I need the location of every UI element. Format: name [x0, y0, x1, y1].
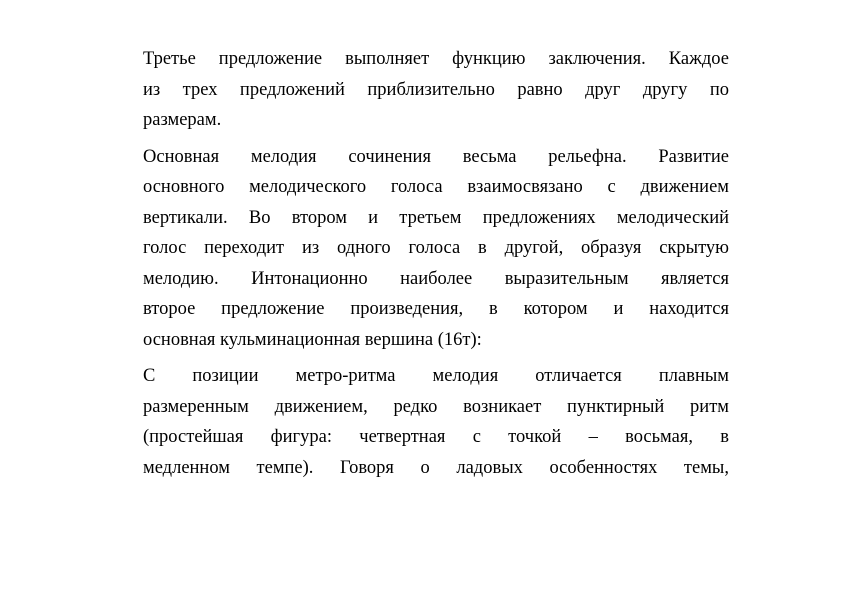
- text-line: медленном темпе). Говоря о ладовых особенностях темы,: [143, 457, 729, 478]
- text-line: Основная мелодия сочинения весьма рельефна. Развитие: [143, 146, 729, 167]
- text-line: из трех предложений приблизительно равно друг другу по: [143, 79, 729, 100]
- text-line: вертикали. Во втором и третьем предложениях мелодический: [143, 207, 729, 228]
- text-line: второе предложение произведения, в котором и находится: [143, 299, 729, 319]
- paragraph-3: [143, 361, 729, 483]
- text-line: (простейшая фигура: четвертная с точкой – восьмая, в: [143, 427, 729, 447]
- body-text: [143, 44, 729, 489]
- text-line: размеренным движением, редко возникает пунктирный ритм: [143, 396, 729, 417]
- text-line: С позиции метро-ритма мелодия отличается плавным: [143, 366, 729, 386]
- paragraph-2: [143, 142, 729, 356]
- text-line: основная кульминационная вершина (16т):: [143, 329, 482, 350]
- text-line: голос переходит из одного голоса в другой, образуя скрытую: [143, 238, 729, 258]
- text-line: размерам.: [143, 110, 222, 130]
- paragraph-1: [143, 44, 729, 136]
- text-line: основного мелодического голоса взаимосвязано с движением: [143, 177, 729, 197]
- text-line: Третье предложение выполняет функцию заключения. Каждое: [143, 49, 729, 69]
- text-line: мелодию. Интонационно наиболее выразительным является: [143, 268, 729, 289]
